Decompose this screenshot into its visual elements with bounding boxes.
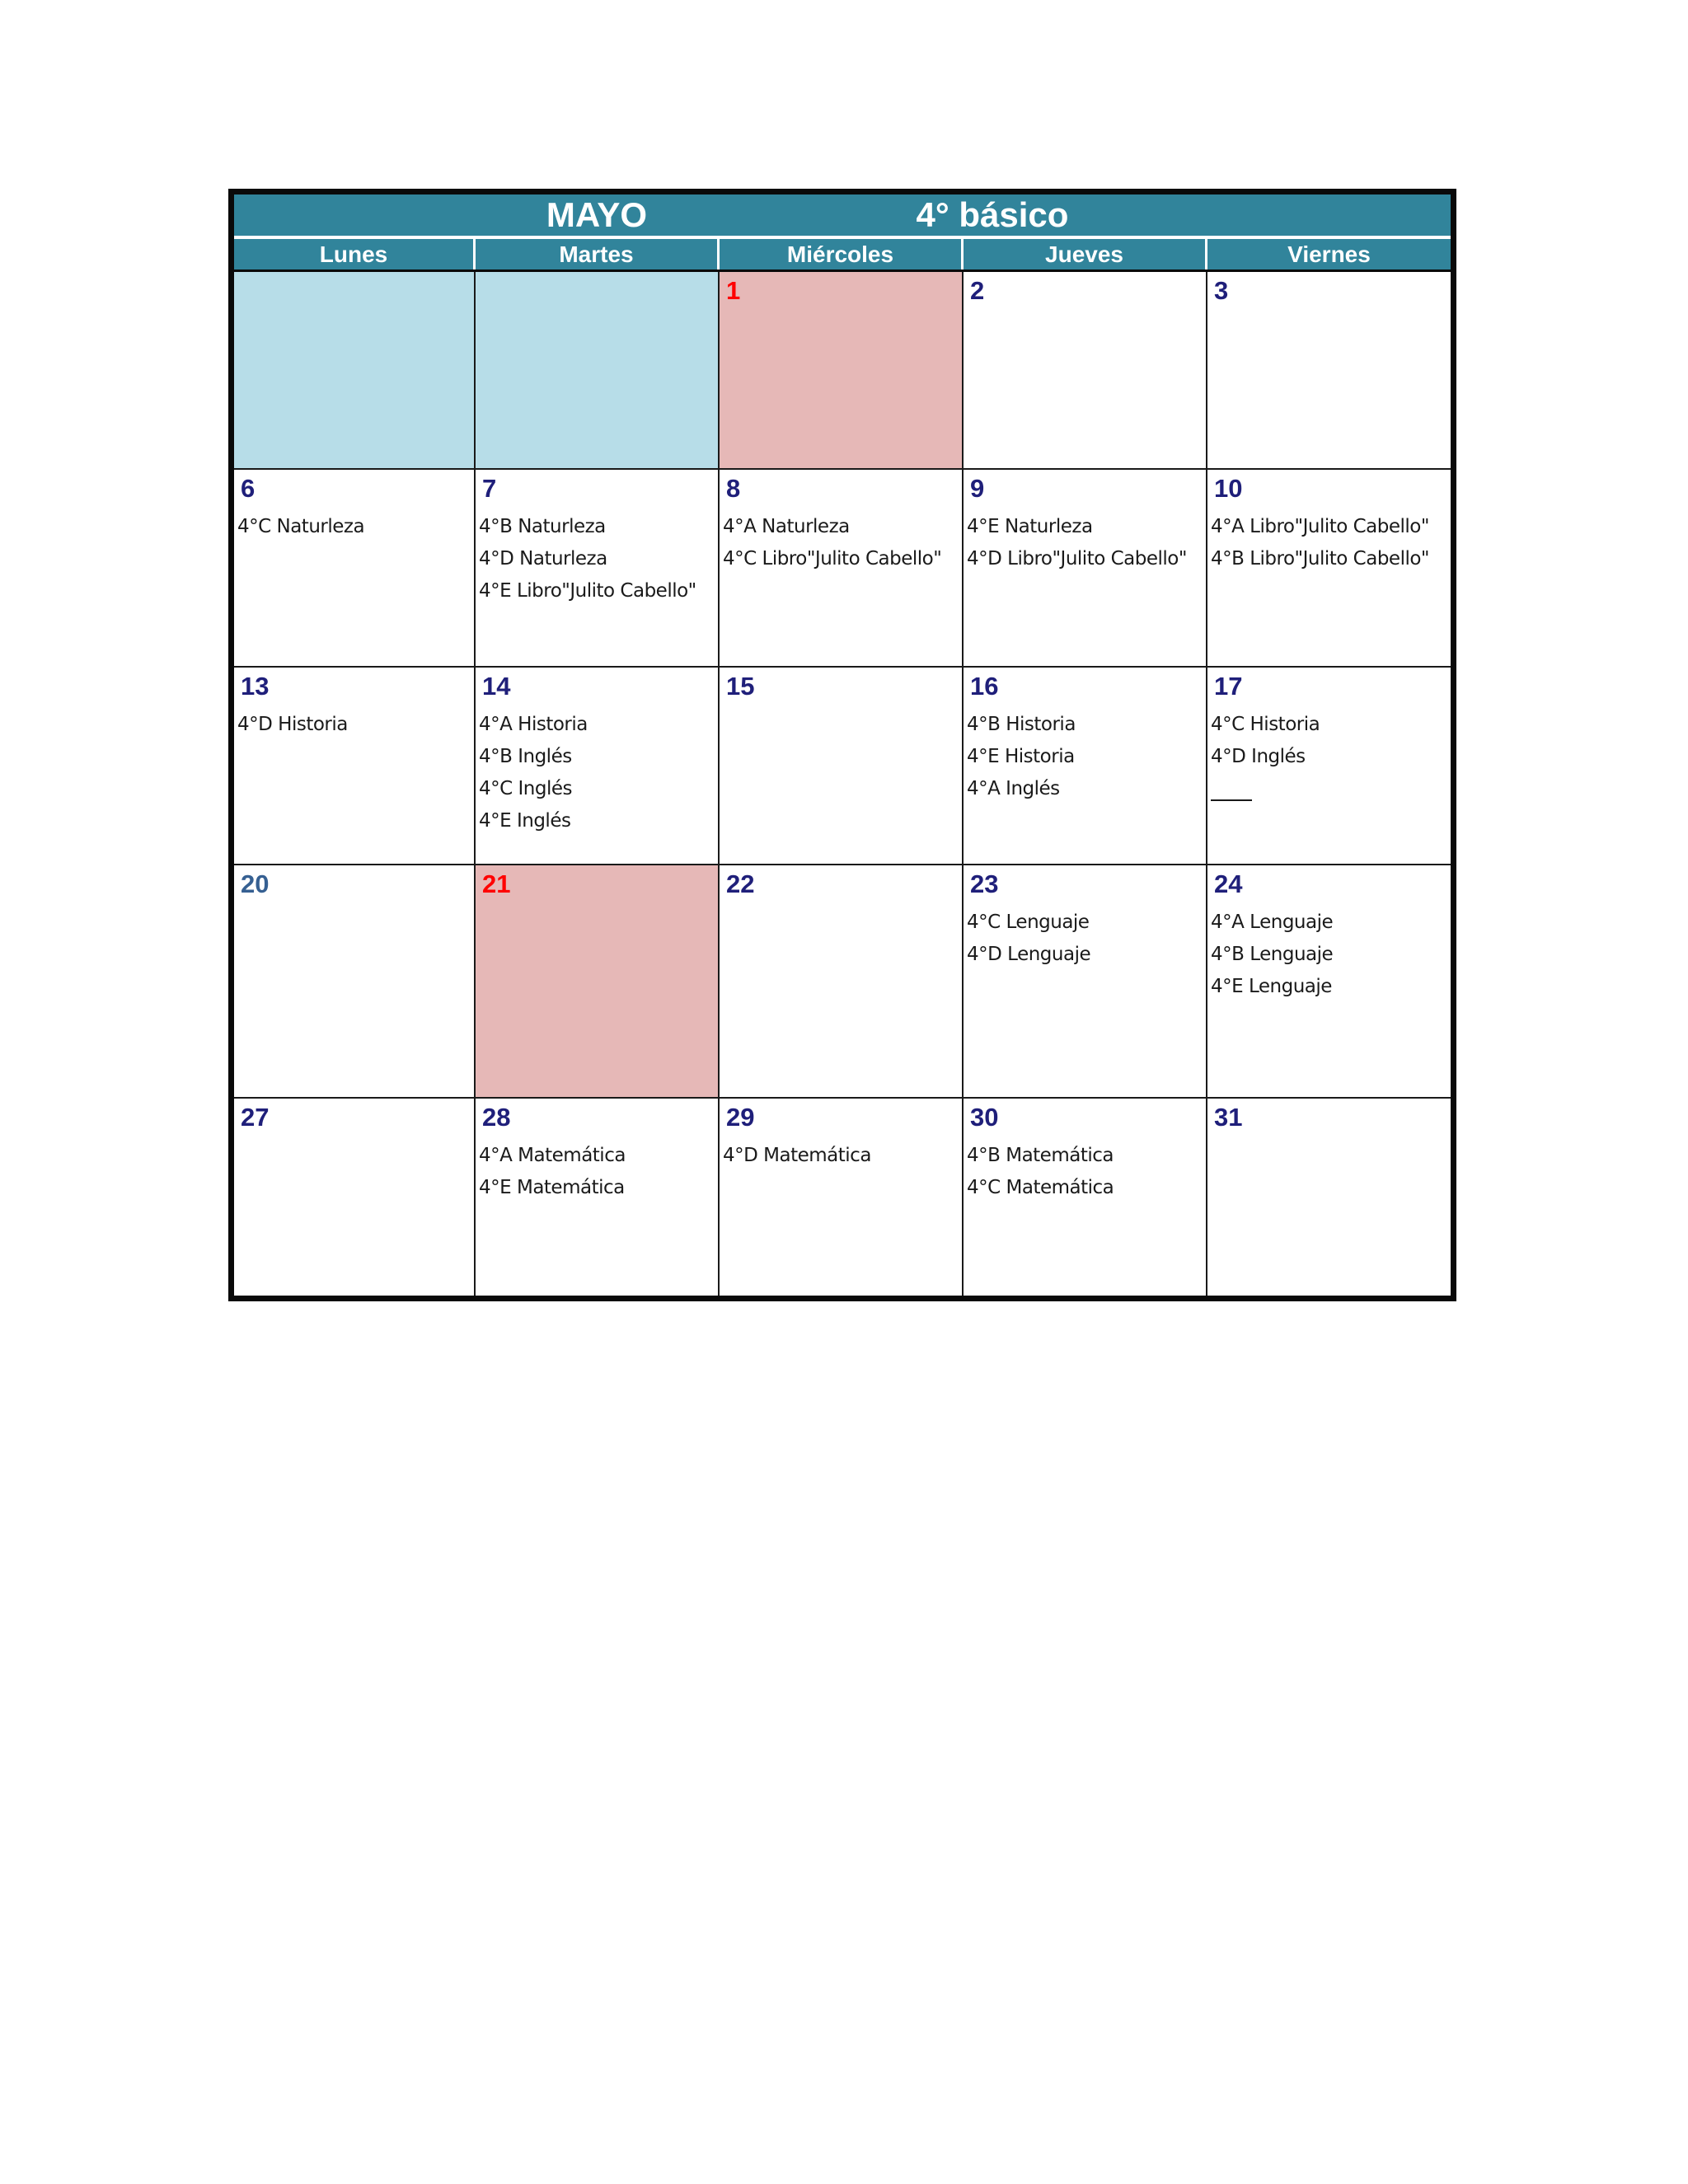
event-item: 4°A Inglés xyxy=(967,778,1060,799)
event-item: 4°D Lenguaje xyxy=(967,944,1091,965)
day-number: 30 xyxy=(970,1103,999,1132)
event-item: 4°D Matemática xyxy=(723,1145,871,1166)
day-number: 23 xyxy=(970,869,999,898)
day-cell xyxy=(234,1099,476,1296)
day-cell xyxy=(476,272,720,470)
day-number: 13 xyxy=(241,672,270,701)
day-cell xyxy=(964,470,1207,668)
event-list xyxy=(1211,907,1449,1003)
event-item: 4°C Libro"Julito Cabello" xyxy=(723,548,942,569)
event-item: 4°D Historia xyxy=(237,714,348,735)
month-title: MAYO xyxy=(546,195,648,234)
weekday-header: Viernes xyxy=(1207,239,1451,269)
event-list xyxy=(967,709,1204,805)
event-item: 4°B Libro"Julito Cabello" xyxy=(1211,548,1430,569)
day-cell xyxy=(720,865,964,1099)
event-list xyxy=(967,907,1204,971)
weekday-header: Lunes xyxy=(234,239,476,269)
event-list xyxy=(967,511,1204,575)
day-cell xyxy=(964,865,1207,1099)
day-cell xyxy=(720,668,964,865)
day-cell xyxy=(476,668,720,865)
day-number: 6 xyxy=(241,474,256,503)
event-list xyxy=(723,511,960,575)
event-list xyxy=(723,1140,960,1172)
day-cell xyxy=(234,272,476,470)
event-list xyxy=(1211,511,1449,575)
event-item: 4°C Inglés xyxy=(479,778,572,799)
event-list xyxy=(967,1140,1204,1204)
day-number: 20 xyxy=(241,869,270,898)
event-item: 4°C Historia xyxy=(1211,714,1320,735)
day-number: 24 xyxy=(1214,869,1243,898)
event-item: 4°E Lenguaje xyxy=(1211,976,1332,997)
day-number: 29 xyxy=(726,1103,755,1132)
event-item: 4°A Historia xyxy=(479,714,588,735)
event-item: 4°A Naturleza xyxy=(723,516,850,537)
day-number: 17 xyxy=(1214,672,1243,701)
event-item: 4°A Matemática xyxy=(479,1145,626,1166)
day-number: 10 xyxy=(1214,474,1243,503)
event-list xyxy=(479,709,716,837)
day-cell xyxy=(476,470,720,668)
day-cell xyxy=(964,1099,1207,1296)
event-item: 4°D Libro"Julito Cabello" xyxy=(967,548,1187,569)
day-cell xyxy=(234,865,476,1099)
day-number: 14 xyxy=(482,672,511,701)
day-cell xyxy=(234,470,476,668)
day-cell xyxy=(1207,865,1451,1099)
event-item: 4°D Naturleza xyxy=(479,548,607,569)
event-item: 4°C Lenguaje xyxy=(967,912,1090,933)
event-item: 4°E Inglés xyxy=(479,810,571,832)
grade-title: 4° básico xyxy=(916,195,1069,234)
day-number: 1 xyxy=(726,276,741,305)
event-list xyxy=(1211,709,1449,773)
event-item: 4°C Matemática xyxy=(967,1177,1114,1198)
event-item: 4°B Historia xyxy=(967,714,1076,735)
day-number: 31 xyxy=(1214,1103,1243,1132)
event-item: 4°E Historia xyxy=(967,746,1075,767)
day-cell xyxy=(476,1099,720,1296)
day-cell xyxy=(1207,470,1451,668)
day-cell xyxy=(1207,668,1451,865)
weekday-header: Martes xyxy=(476,239,720,269)
day-number: 27 xyxy=(241,1103,270,1132)
day-number: 7 xyxy=(482,474,497,503)
day-number: 2 xyxy=(970,276,985,305)
day-number: 28 xyxy=(482,1103,511,1132)
event-list xyxy=(237,511,472,543)
event-item: 4°D Inglés xyxy=(1211,746,1306,767)
day-number: 8 xyxy=(726,474,741,503)
day-cell xyxy=(476,865,720,1099)
calendar xyxy=(228,189,1456,1301)
event-list xyxy=(479,511,716,607)
event-item: 4°E Libro"Julito Cabello" xyxy=(479,580,696,602)
underline-mark xyxy=(1211,799,1252,801)
weekday-header-row xyxy=(234,236,1451,272)
day-number: 3 xyxy=(1214,276,1229,305)
weekday-header: Jueves xyxy=(964,239,1207,269)
day-cell xyxy=(1207,272,1451,470)
day-cell xyxy=(964,272,1207,470)
weekday-header: Miércoles xyxy=(720,239,964,269)
event-item: 4°A Libro"Julito Cabello" xyxy=(1211,516,1429,537)
day-number: 21 xyxy=(482,869,511,898)
event-item: 4°B Lenguaje xyxy=(1211,944,1334,965)
day-cell xyxy=(964,668,1207,865)
day-number: 16 xyxy=(970,672,999,701)
calendar-title-bar xyxy=(234,194,1451,236)
day-cell xyxy=(234,668,476,865)
day-number: 22 xyxy=(726,869,755,898)
calendar-grid xyxy=(234,272,1451,1296)
event-item: 4°E Matemática xyxy=(479,1177,625,1198)
day-number: 9 xyxy=(970,474,985,503)
day-cell xyxy=(1207,1099,1451,1296)
event-item: 4°C Naturleza xyxy=(237,516,365,537)
event-item: 4°E Naturleza xyxy=(967,516,1093,537)
event-item: 4°B Matemática xyxy=(967,1145,1114,1166)
day-cell xyxy=(720,470,964,668)
event-list xyxy=(237,709,472,741)
day-cell xyxy=(720,1099,964,1296)
event-item: 4°A Lenguaje xyxy=(1211,912,1334,933)
day-cell xyxy=(720,272,964,470)
event-item: 4°B Naturleza xyxy=(479,516,606,537)
event-item: 4°B Inglés xyxy=(479,746,572,767)
day-number: 15 xyxy=(726,672,755,701)
event-list xyxy=(479,1140,716,1204)
